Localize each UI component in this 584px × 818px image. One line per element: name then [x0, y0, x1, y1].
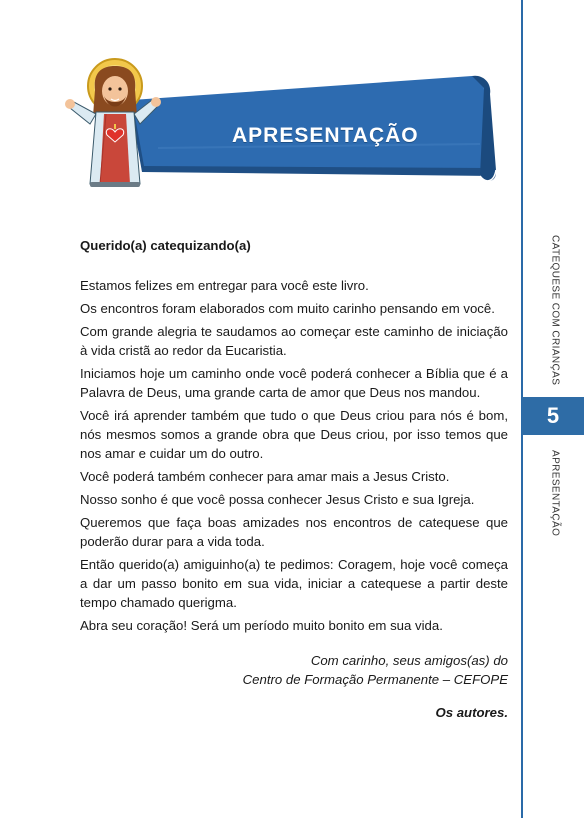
paragraph: Você irá aprender também que tudo o que Deus criou para nós é bom, nós mesmos somos a grande obra que Deus criou, por isso temos que nos amar e cuidar um do outro. — [80, 408, 508, 461]
signature: Os autores. — [435, 705, 508, 720]
running-title — [540, 234, 570, 386]
page-number: 5 — [546, 403, 560, 428]
paragraph: Os encontros foram elaborados com muito carinho pensando em você. — [80, 301, 495, 316]
paragraph: Então querido(a) amiguinho(a) te pedimos: Coragem, hoje você começa a dar um passo bonito em sua vida, iniciar a catequese a partir deste tempo chamado querigma. — [80, 557, 508, 610]
paragraph: Você poderá também conhecer para amar mais a Jesus Cristo. — [80, 469, 450, 484]
paragraph: Abra seu coração! Será um período muito bonito em sua vida. — [80, 618, 443, 633]
letter-greeting: Querido(a) catequizando(a) — [80, 238, 251, 253]
paragraph: Com grande alegria te saudamos ao começar este caminho de iniciação à vida cristã ao redor da Eucaristia. — [80, 324, 508, 358]
closing-line: Centro de Formação Permanente – CEFOPE — [242, 672, 508, 687]
section-label — [540, 450, 570, 537]
closing-line: Com carinho, seus amigos(as) do — [310, 653, 508, 668]
paragraph: Estamos felizes em entregar para você este livro. — [80, 278, 369, 293]
section-label-text: APRESENTAÇÃO — [549, 450, 561, 537]
banner-title: APRESENTAÇÃO — [232, 124, 419, 147]
running-title-text: CATEQUESE COM CRIANÇAS — [549, 234, 561, 386]
paragraph: Queremos que faça boas amizades nos encontros de catequese que poderão durar para a vida toda. — [80, 515, 508, 549]
page-number-tab — [522, 397, 584, 435]
paragraph: Iniciamos hoje um caminho onde você poderá conhecer a Bíblia que é a Palavra de Deus, uma grande carta de amor que Deus nos mandou. — [80, 366, 508, 400]
paragraph: Nosso sonho é que você possa conhecer Jesus Cristo e sua Igreja. — [80, 492, 475, 507]
letter-body — [80, 236, 508, 722]
